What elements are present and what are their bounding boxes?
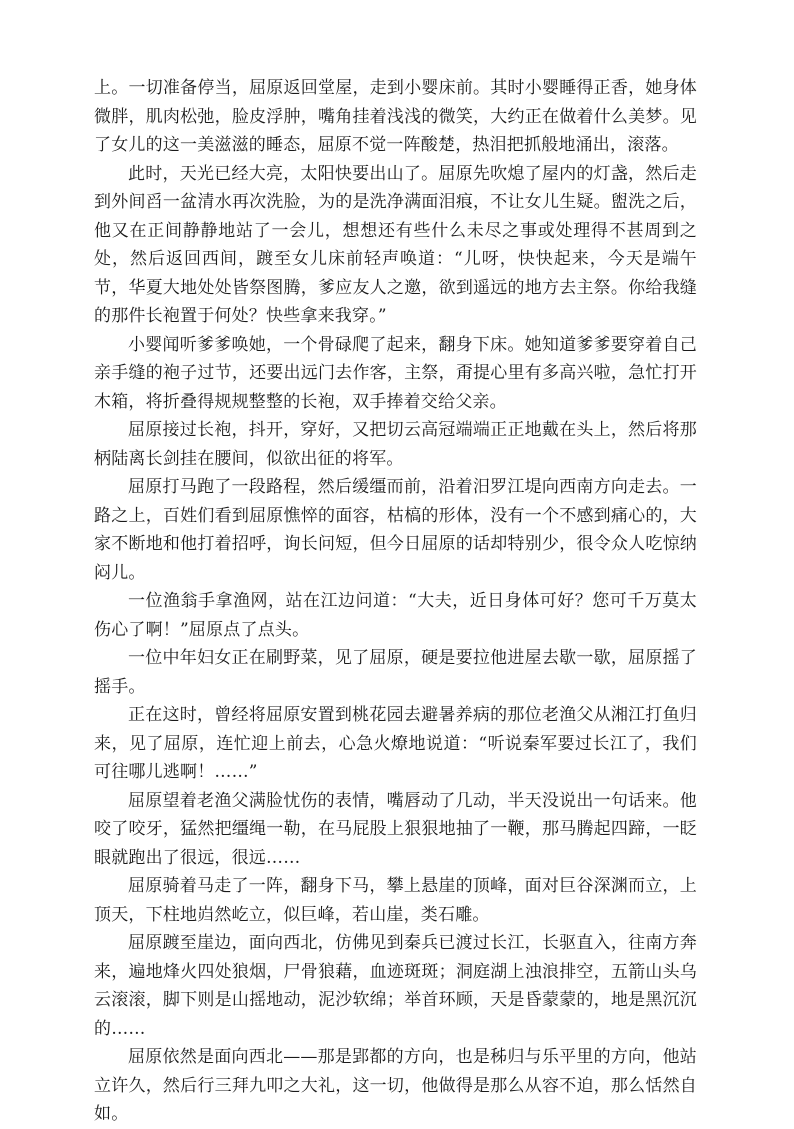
paragraph-4: 屈原接过长袍，抖开，穿好，又把切云高冠端端正正地戴在头上，然后将那柄陆离长剑挂在腰间，似欲出征的将军。 xyxy=(94,420,697,469)
paragraph-5: 屈原打马跑了一段路程，然后缓缰而前，沿着汨罗江堤向西南方向走去。一路之上，百姓们看到屈原憔悴的面容，枯槁的形体，没有一个不感到痛心的，大家不断地和他打着招呼，询长问短，但今日屈原的话却特别少，很令众人吃惊纳闷儿。 xyxy=(94,477,697,583)
paragraph-2: 此时，天光已经大亮，太阳快要出山了。屈原先吹熄了屋内的灯盏，然后走到外间舀一盆清水再次洗脸，为的是洗净满面泪痕，不让女儿生疑。盥洗之后，他又在正间静静地站了一会儿，想想还有些什么未尽之事或处理得不甚周到之处，然后返回西间，踱至女儿床前轻声唤道：“儿呀，快快起来，今天是端午节，华夏大地处处皆祭图腾，爹应友人之邀，欲到遥远的地方去主祭。你给我缝的那件长袍置于何处？快些拿来我穿。” xyxy=(94,163,697,326)
document-page xyxy=(94,74,697,1129)
paragraph-3: 小婴闻听爹爹唤她，一个骨碌爬了起来，翻身下床。她知道爹爹要穿着自己亲手缝的袍子过节，还要出远门去作客，主祭，甭提心里有多高兴啦，急忙打开木箱，将折叠得规规整整的长袍，双手捧着交给父亲。 xyxy=(94,334,697,412)
paragraph-12: 屈原依然是面向西北——那是郢都的方向，也是秭归与乐平里的方向，他站立许久，然后行三拜九叩之大礼，这一切，他做得是那么从容不迫，那么恬然自如。 xyxy=(94,1047,697,1124)
paragraph-7: 一位中年妇女正在刷野菜，见了屈原，硬是要拉他进屋去歇一歇，屈原摇了摇手。 xyxy=(94,648,697,697)
paragraph-6: 一位渔翁手拿渔网，站在江边问道：“大夫，近日身体可好？您可千万莫太伤心了啊！”屈原点了点头。 xyxy=(94,591,697,640)
paragraph-8: 正在这时，曾经将屈原安置到桃花园去避暑养病的那位老渔父从湘江打鱼归来，见了屈原，连忙迎上前去，心急火燎地说道：“听说秦军要过长江了，我们可往哪儿逃啊！……” xyxy=(94,705,697,782)
paragraph-1: 上。一切准备停当，屈原返回堂屋，走到小婴床前。其时小婴睡得正香，她身体微胖，肌肉松弛，脸皮浮肿，嘴角挂着浅浅的微笑，大约正在做着什么美梦。见了女儿的这一美滋滋的睡态，屈原不觉一阵酸楚，热泪把抓般地涌出，滚落。 xyxy=(94,78,697,155)
paragraph-11: 屈原踱至崖边，面向西北，仿佛见到秦兵已渡过长江，长驱直入，往南方奔来，遍地烽火四处狼烟，尸骨狼藉，血迹斑斑；洞庭湖上浊浪排空，五箭山头乌云滚滚，脚下则是山摇地动，泥沙软绵；举首环顾，天是昏蒙蒙的，地是黑沉沉的…… xyxy=(94,933,697,1039)
paragraph-10: 屈原骑着马走了一阵，翻身下马，攀上悬崖的顶峰，面对巨谷深渊而立，上顶天，下柱地岿然屹立，似巨峰，若山崖，类石雕。 xyxy=(94,876,697,925)
paragraph-9: 屈原望着老渔父满脸忧伤的表情，嘴唇动了几动，半天没说出一句话来。他咬了咬牙，猛然把缰绳一勒，在马屁股上狠狠地抽了一鞭，那马腾起四蹄，一眨眼就跑出了很远，很远…… xyxy=(94,790,697,868)
